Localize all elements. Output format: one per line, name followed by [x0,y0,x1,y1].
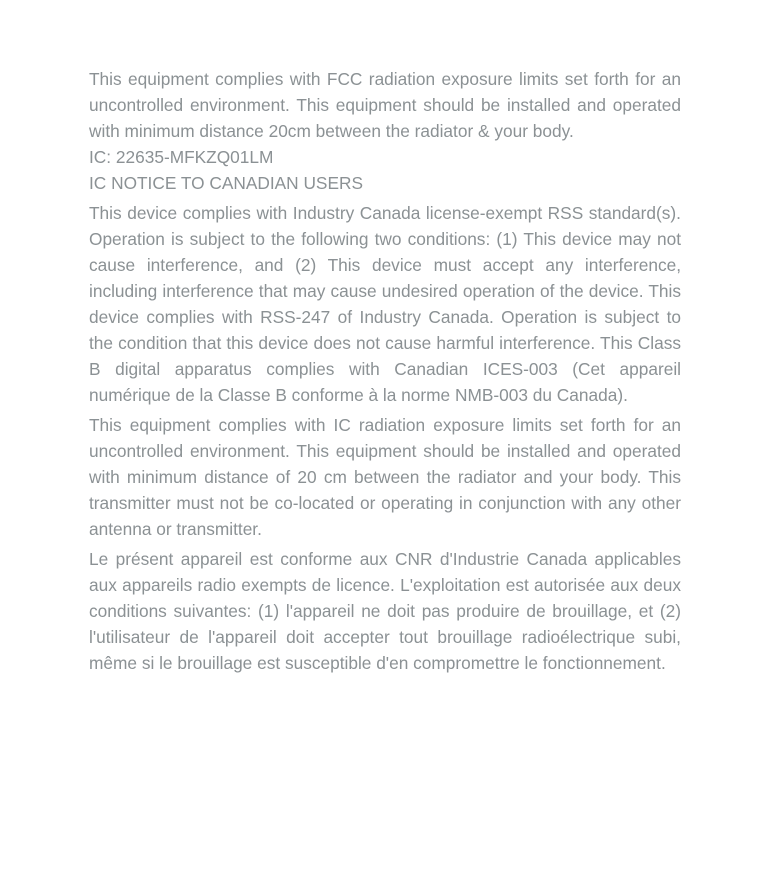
ic-exposure-paragraph: This equipment complies with IC radiation exposure limits set forth for an uncontrolled environment. This equipment should be installed and operated with minimum distance of 20 cm between the radiator and your body. This transmitter must not be co-located or operating in conjunction with any other antenna or transmitter. [89,415,681,539]
compliance-document [89,66,681,676]
ic-notice-paragraph: This device complies with Industry Canada license‐exempt RSS standard(s). Operation is subject to the following two conditions: (1) This device may not cause interference, and (2) This device must accept any interference, including interference that may cause undesired operation of the device. This device complies with RSS‐247 of Industry Canada. Operation is subject to the condition that this device does not cause harmful interference. This Class B digital apparatus complies with Canadian ICES‐003 (Cet appareil numérique de la Classe B conforme à la norme NMB‐003 du Canada). [89,203,681,405]
ic-id-label: IC: 22635-MFKZQ01LM [89,147,274,167]
french-notice-paragraph: Le présent appareil est conforme aux CNR d'Industrie Canada applicables aux appareils radio exempts de licence. L'exploitation est autorisée aux deux conditions suivantes: (1) l'appareil ne doit pas produire de brouillage, et (2) l'utilisateur de l'appareil doit accepter tout brouillage radioélectrique subi, même si le brouillage est susceptible d'en compromettre le fonctionnement. [89,549,681,673]
ic-notice-heading: IC NOTICE TO CANADIAN USERS [89,173,363,193]
fcc-exposure-paragraph: This equipment complies with FCC radiation exposure limits set forth for an uncontrolled environment. This equipment should be installed and operated with minimum distance 20cm between the radiator & your body. [89,69,681,141]
